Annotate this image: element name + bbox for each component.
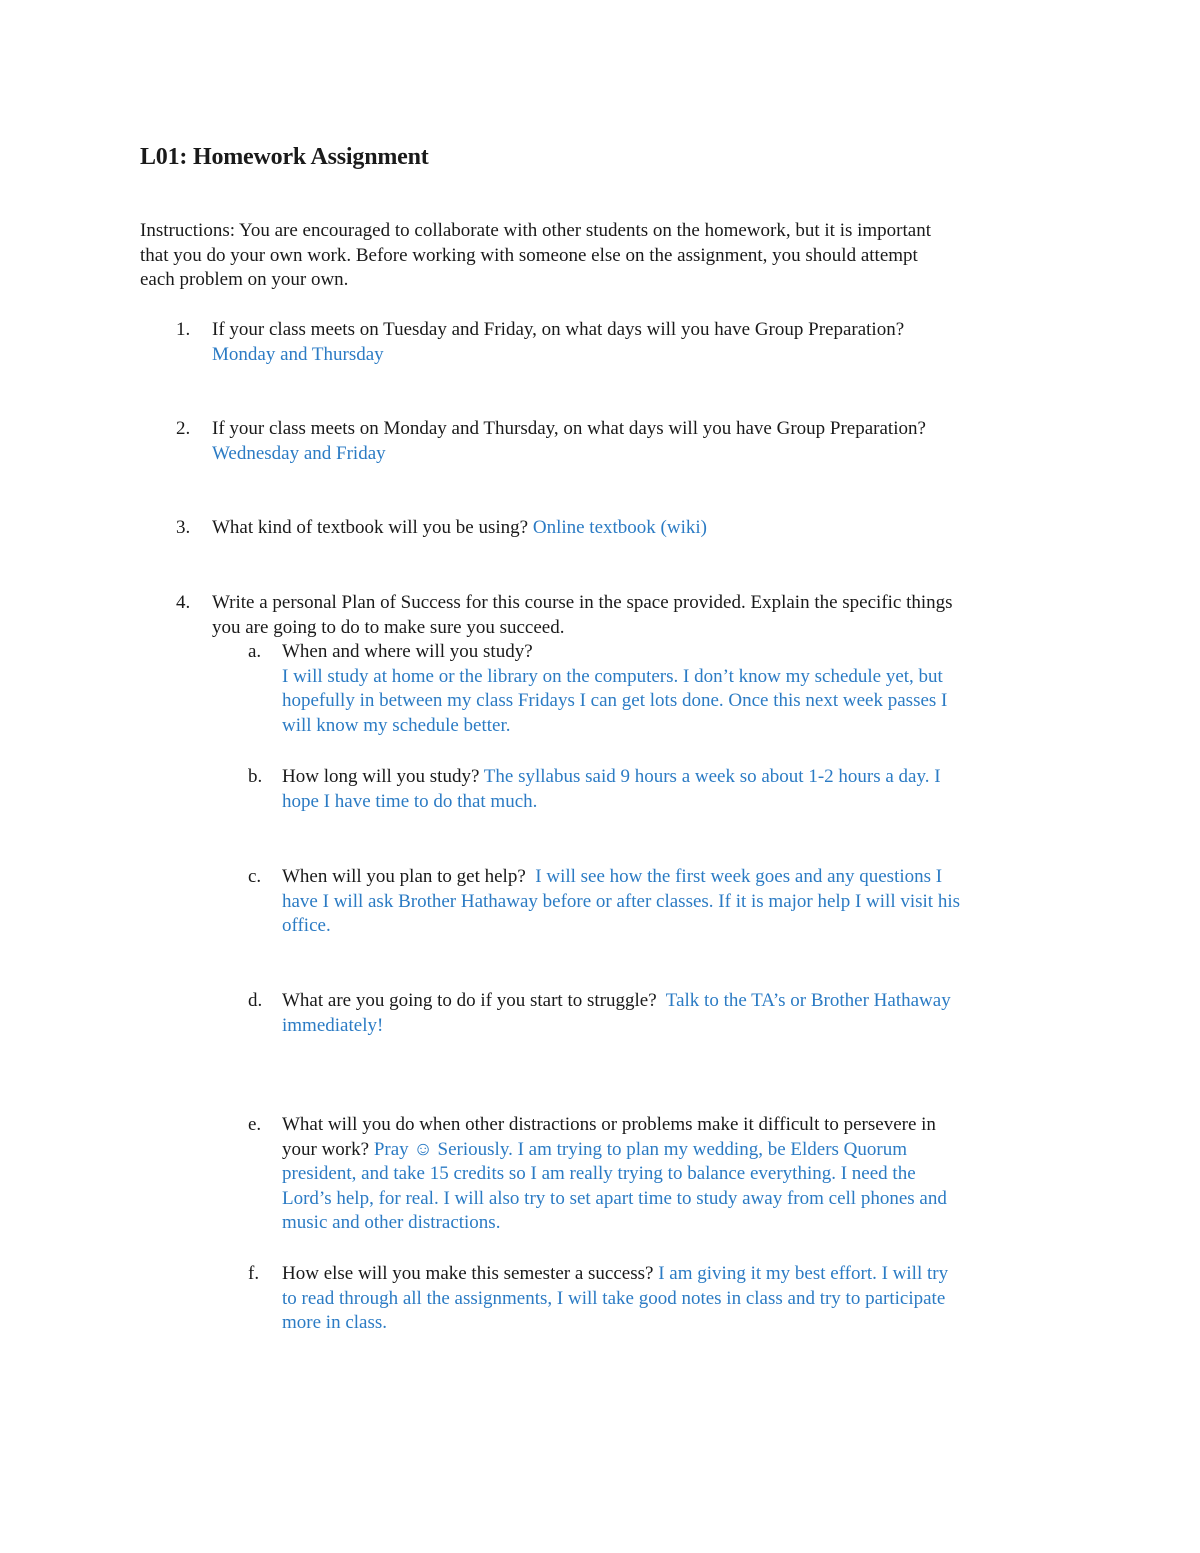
subquestion-letter: f. <box>248 1263 260 1284</box>
answer-text: Monday and Thursday <box>212 343 384 365</box>
subquestion-body <box>282 865 1070 939</box>
subquestion-line <box>282 1262 1070 1287</box>
subquestion-text: What are you going to do if you start to struggle? <box>282 990 662 1011</box>
subquestion-line <box>282 765 1070 790</box>
subquestion-letter: c. <box>248 866 262 887</box>
subquestion-body <box>282 989 1070 1038</box>
instructions-line: Instructions: You are encouraged to collaborate with other students on the homework, but it is important <box>140 220 931 241</box>
question-line <box>212 516 1070 541</box>
question-body <box>212 417 1070 466</box>
answer-text: have I will ask Brother Hathaway before or after classes. If it is major help I will visit his <box>282 890 960 912</box>
subquestion-text: What will you do when other distractions or problems make it difficult to persevere in <box>282 1114 936 1135</box>
instructions-line: each problem on your own. <box>140 269 349 291</box>
question-number: 2. <box>176 418 191 439</box>
subquestion-line <box>282 865 1070 890</box>
instructions-paragraph <box>140 219 1070 293</box>
answer-text: more in class. <box>282 1312 388 1334</box>
answer-text: hope I have time to do that much. <box>282 790 538 812</box>
answer-text: to read through all the assignments, I will take good notes in class and try to participate <box>282 1287 946 1309</box>
question-body <box>212 516 1070 541</box>
answer-text: Online textbook (wiki) <box>532 517 707 538</box>
question-text: you are going to do to make sure you succeed. <box>212 616 565 638</box>
subquestion-body <box>282 640 1070 738</box>
answer-text: music and other distractions. <box>282 1212 501 1234</box>
answer-text: I will see how the first week goes and any questions I <box>530 866 943 887</box>
subquestion-body <box>282 1113 1070 1236</box>
answer-text: president, and take 15 credits so I am really trying to balance everything. I need the <box>282 1163 916 1185</box>
subquestion-letter: b. <box>248 766 263 787</box>
subquestion-body <box>282 1262 1070 1336</box>
answer-text: immediately! <box>282 1014 384 1036</box>
subquestion-text: How long will you study? <box>282 766 484 787</box>
instructions-line: that you do your own work. Before working with someone else on the assignment, you should attempt <box>140 244 918 266</box>
question-number: 1. <box>176 319 191 340</box>
answer-text: hopefully in between my class Fridays I can get lots done. Once this next week passes I <box>282 690 948 712</box>
answer-text: I will study at home or the library on the computers. I don’t know my schedule yet, but <box>282 665 943 687</box>
subquestion-text: When will you plan to get help? <box>282 866 531 887</box>
question-number: 4. <box>176 592 191 613</box>
subquestion-text: your work? <box>282 1138 374 1160</box>
subquestion-text: How else will you make this semester a success? <box>282 1263 659 1284</box>
subquestion-text: When and where will you study? <box>282 641 533 662</box>
subquestion-line <box>282 989 1070 1014</box>
question-body <box>212 318 1070 367</box>
answer-text: will know my schedule better. <box>282 714 511 736</box>
answer-text: Pray ☺ Seriously. I am trying to plan my wedding, be Elders Quorum <box>373 1138 908 1160</box>
answer-text: Wednesday and Friday <box>212 442 386 464</box>
question-text: What kind of textbook will you be using? <box>212 517 533 538</box>
question-text: Write a personal Plan of Success for this course in the space provided. Explain the specific things <box>212 592 953 613</box>
answer-text: office. <box>282 915 331 937</box>
answer-text: Talk to the TA’s or Brother Hathaway <box>661 990 951 1011</box>
question-body <box>212 591 1070 640</box>
subquestion-letter: e. <box>248 1114 262 1135</box>
answer-text: I am giving it my best effort. I will try <box>658 1263 949 1284</box>
subquestion-body <box>282 765 1070 814</box>
question-number: 3. <box>176 517 191 538</box>
document-title: L01: Homework Assignment <box>140 144 429 170</box>
answer-text: Lord’s help, for real. I will also try to set apart time to study away from cell phones and <box>282 1187 947 1209</box>
answer-text: The syllabus said 9 hours a week so about 1-2 hours a day. I <box>483 766 941 787</box>
question-text: If your class meets on Tuesday and Friday, on what days will you have Group Preparation? <box>212 319 905 340</box>
subquestion-letter: d. <box>248 990 263 1011</box>
question-text: If your class meets on Monday and Thursday, on what days will you have Group Preparation? <box>212 418 926 439</box>
subquestion-line <box>282 1138 1070 1163</box>
subquestion-letter: a. <box>248 641 262 662</box>
